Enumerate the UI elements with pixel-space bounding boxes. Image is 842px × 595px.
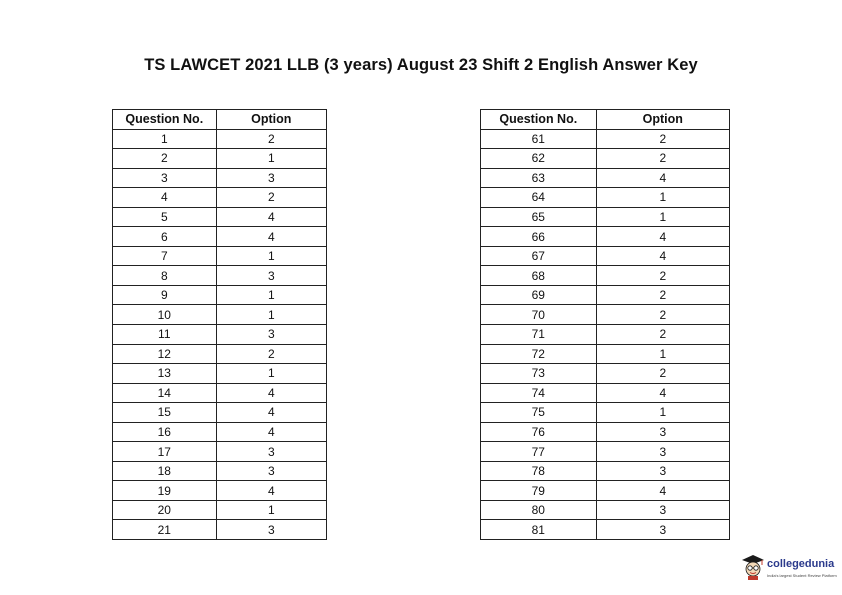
answer-key-table-left <box>112 109 327 540</box>
option-cell: 1 <box>596 344 729 364</box>
question-number-cell: 68 <box>481 266 597 286</box>
table-row <box>113 168 327 188</box>
question-number-cell: 65 <box>481 207 597 227</box>
table-row <box>481 383 730 403</box>
option-cell: 2 <box>596 285 729 305</box>
question-number-cell: 74 <box>481 383 597 403</box>
table-row <box>113 188 327 208</box>
option-cell: 3 <box>216 325 326 345</box>
option-cell: 3 <box>216 461 326 481</box>
question-number-cell: 62 <box>481 149 597 169</box>
option-cell: 1 <box>216 246 326 266</box>
option-cell: 4 <box>216 481 326 501</box>
option-cell: 2 <box>596 305 729 325</box>
table-row <box>113 285 327 305</box>
option-cell: 3 <box>596 442 729 462</box>
column-header-question: Question No. <box>113 110 217 130</box>
table-row <box>481 481 730 501</box>
question-number-cell: 3 <box>113 168 217 188</box>
question-number-cell: 81 <box>481 520 597 540</box>
table-row <box>113 500 327 520</box>
option-cell: 2 <box>216 129 326 149</box>
question-number-cell: 80 <box>481 500 597 520</box>
option-cell: 2 <box>596 364 729 384</box>
question-number-cell: 69 <box>481 285 597 305</box>
table-row <box>481 266 730 286</box>
table-row <box>113 481 327 501</box>
table-header-row <box>481 110 730 130</box>
option-cell: 3 <box>596 422 729 442</box>
question-number-cell: 20 <box>113 500 217 520</box>
question-number-cell: 6 <box>113 227 217 247</box>
table-row <box>481 344 730 364</box>
table-row <box>481 305 730 325</box>
option-cell: 1 <box>216 305 326 325</box>
option-cell: 2 <box>596 266 729 286</box>
option-cell: 1 <box>216 364 326 384</box>
table-row <box>113 344 327 364</box>
question-number-cell: 76 <box>481 422 597 442</box>
option-cell: 4 <box>596 227 729 247</box>
question-number-cell: 1 <box>113 129 217 149</box>
question-number-cell: 61 <box>481 129 597 149</box>
option-cell: 1 <box>216 285 326 305</box>
table-row <box>113 461 327 481</box>
question-number-cell: 72 <box>481 344 597 364</box>
table-row <box>481 325 730 345</box>
table-row <box>113 364 327 384</box>
table-row <box>481 364 730 384</box>
option-cell: 2 <box>596 129 729 149</box>
option-cell: 4 <box>216 422 326 442</box>
option-cell: 1 <box>216 149 326 169</box>
question-number-cell: 66 <box>481 227 597 247</box>
table-row <box>481 129 730 149</box>
question-number-cell: 10 <box>113 305 217 325</box>
question-number-cell: 18 <box>113 461 217 481</box>
table-row <box>113 383 327 403</box>
option-cell: 2 <box>596 325 729 345</box>
option-cell: 2 <box>216 188 326 208</box>
option-cell: 4 <box>216 207 326 227</box>
option-cell: 1 <box>596 188 729 208</box>
table-row <box>481 246 730 266</box>
table-row <box>113 305 327 325</box>
question-number-cell: 14 <box>113 383 217 403</box>
table-row <box>113 442 327 462</box>
table-row <box>481 168 730 188</box>
table-row <box>481 207 730 227</box>
table-row <box>113 325 327 345</box>
question-number-cell: 19 <box>113 481 217 501</box>
option-cell: 3 <box>596 461 729 481</box>
option-cell: 3 <box>216 442 326 462</box>
table-row <box>481 500 730 520</box>
question-number-cell: 9 <box>113 285 217 305</box>
question-number-cell: 16 <box>113 422 217 442</box>
table-row <box>481 520 730 540</box>
question-number-cell: 71 <box>481 325 597 345</box>
question-number-cell: 70 <box>481 305 597 325</box>
brand-tagline: India's largest Student Review Platform <box>767 573 837 578</box>
option-cell: 4 <box>216 383 326 403</box>
question-number-cell: 17 <box>113 442 217 462</box>
question-number-cell: 5 <box>113 207 217 227</box>
option-cell: 2 <box>216 344 326 364</box>
question-number-cell: 73 <box>481 364 597 384</box>
table-row <box>113 129 327 149</box>
question-number-cell: 63 <box>481 168 597 188</box>
question-number-cell: 8 <box>113 266 217 286</box>
question-number-cell: 21 <box>113 520 217 540</box>
table-row <box>113 403 327 423</box>
option-cell: 4 <box>596 481 729 501</box>
question-number-cell: 77 <box>481 442 597 462</box>
option-cell: 1 <box>596 207 729 227</box>
question-number-cell: 13 <box>113 364 217 384</box>
table-row <box>481 227 730 247</box>
question-number-cell: 64 <box>481 188 597 208</box>
table-row <box>481 188 730 208</box>
graduate-mascot-icon <box>741 554 765 580</box>
column-header-option: Option <box>596 110 729 130</box>
option-cell: 3 <box>216 266 326 286</box>
table-row <box>113 227 327 247</box>
option-cell: 4 <box>596 383 729 403</box>
brand-logo <box>741 552 841 588</box>
option-cell: 1 <box>216 500 326 520</box>
option-cell: 3 <box>596 520 729 540</box>
question-number-cell: 12 <box>113 344 217 364</box>
question-number-cell: 2 <box>113 149 217 169</box>
table-row <box>481 422 730 442</box>
option-cell: 4 <box>216 227 326 247</box>
question-number-cell: 79 <box>481 481 597 501</box>
table-row <box>113 422 327 442</box>
question-number-cell: 67 <box>481 246 597 266</box>
column-header-option: Option <box>216 110 326 130</box>
table-row <box>113 207 327 227</box>
table-row <box>113 520 327 540</box>
column-header-question: Question No. <box>481 110 597 130</box>
option-cell: 4 <box>596 246 729 266</box>
option-cell: 2 <box>596 149 729 169</box>
option-cell: 4 <box>596 168 729 188</box>
table-row <box>113 246 327 266</box>
question-number-cell: 11 <box>113 325 217 345</box>
table-row <box>481 403 730 423</box>
option-cell: 3 <box>596 500 729 520</box>
question-number-cell: 15 <box>113 403 217 423</box>
option-cell: 3 <box>216 520 326 540</box>
question-number-cell: 78 <box>481 461 597 481</box>
option-cell: 1 <box>596 403 729 423</box>
table-row <box>481 149 730 169</box>
table-row <box>481 442 730 462</box>
table-row <box>113 149 327 169</box>
question-number-cell: 75 <box>481 403 597 423</box>
table-header-row <box>113 110 327 130</box>
table-row <box>481 285 730 305</box>
option-cell: 3 <box>216 168 326 188</box>
table-row <box>113 266 327 286</box>
table-row <box>481 461 730 481</box>
question-number-cell: 4 <box>113 188 217 208</box>
brand-name: collegedunia <box>767 558 835 570</box>
question-number-cell: 7 <box>113 246 217 266</box>
option-cell: 4 <box>216 403 326 423</box>
answer-key-table-right <box>480 109 730 540</box>
page-title: TS LAWCET 2021 LLB (3 years) August 23 Shift 2 English Answer Key <box>144 56 698 74</box>
